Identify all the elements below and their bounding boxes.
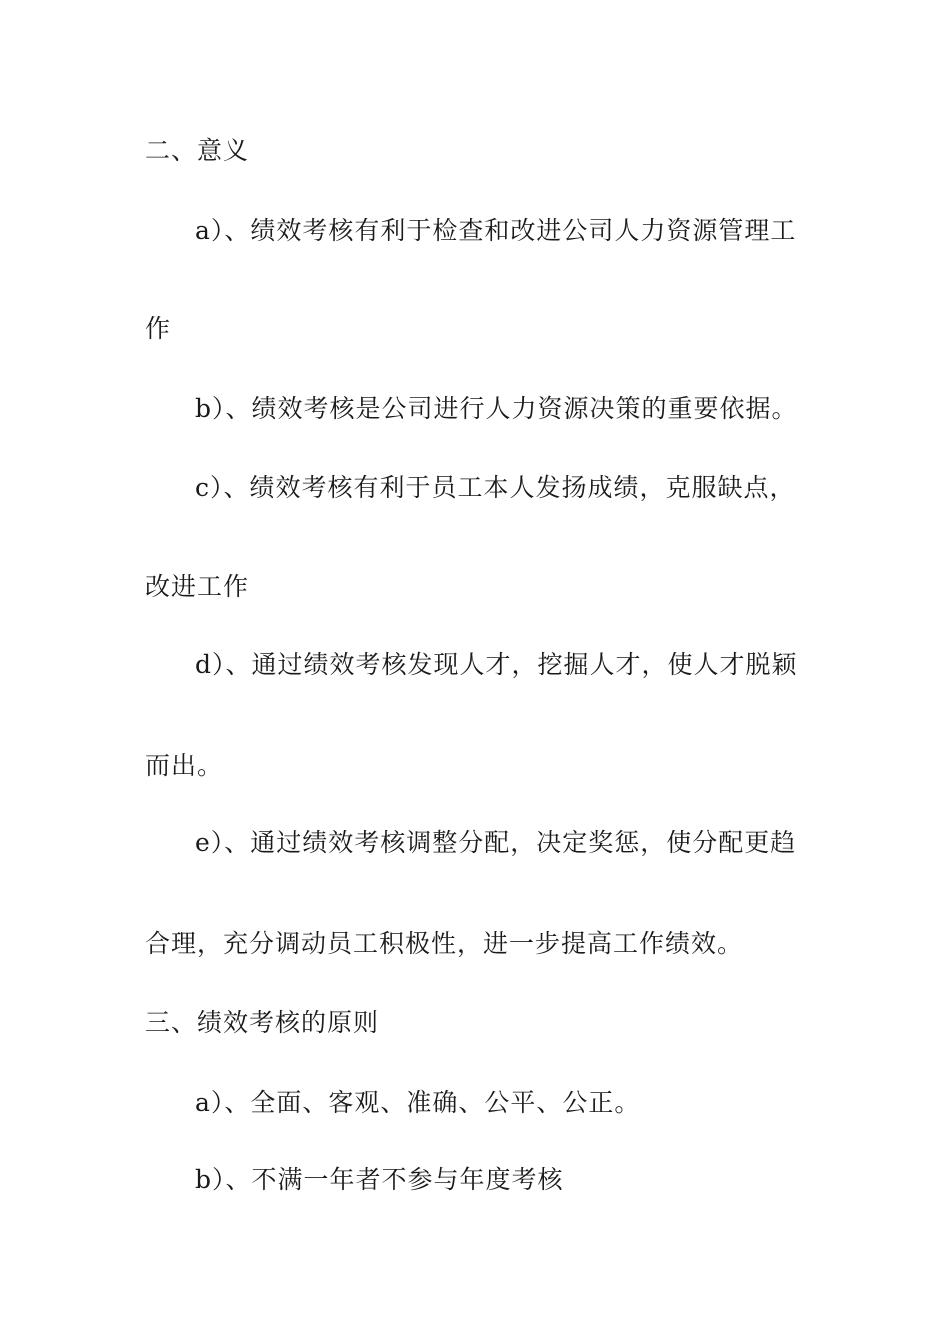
section-3-item-a: a）、全面、客观、准确、公平、公正。 bbox=[195, 1088, 641, 1117]
section-3-item-b: b）、不满一年者不参与年度考核 bbox=[195, 1165, 564, 1194]
section-2-item-b: b）、绩效考核是公司进行人力资源决策的重要依据。 bbox=[195, 394, 798, 423]
section-2-item-e-line-2: 合理，充分调动员工积极性，进一步提高工作绩效。 bbox=[145, 929, 744, 958]
section-2-item-c-line-2: 改进工作 bbox=[145, 572, 250, 601]
section-2-item-d-line-1: d）、通过绩效考核发现人才，挖掘人才，使人才脱颖 bbox=[195, 650, 798, 679]
section-2-item-c-line-1: c）、绩效考核有利于员工本人发扬成绩，克服缺点， bbox=[195, 473, 796, 502]
section-2-item-a-line-2: 作 bbox=[145, 314, 172, 343]
section-3-heading: 三、绩效考核的原则 bbox=[145, 1008, 380, 1037]
section-2-item-a-line-1: a）、绩效考核有利于检查和改进公司人力资源管理工 bbox=[195, 216, 797, 245]
section-2-item-e-line-1: e）、通过绩效考核调整分配，决定奖惩，使分配更趋 bbox=[195, 828, 797, 857]
section-2-heading: 二、意义 bbox=[145, 136, 250, 165]
section-2-item-d-line-2: 而出。 bbox=[145, 751, 224, 780]
